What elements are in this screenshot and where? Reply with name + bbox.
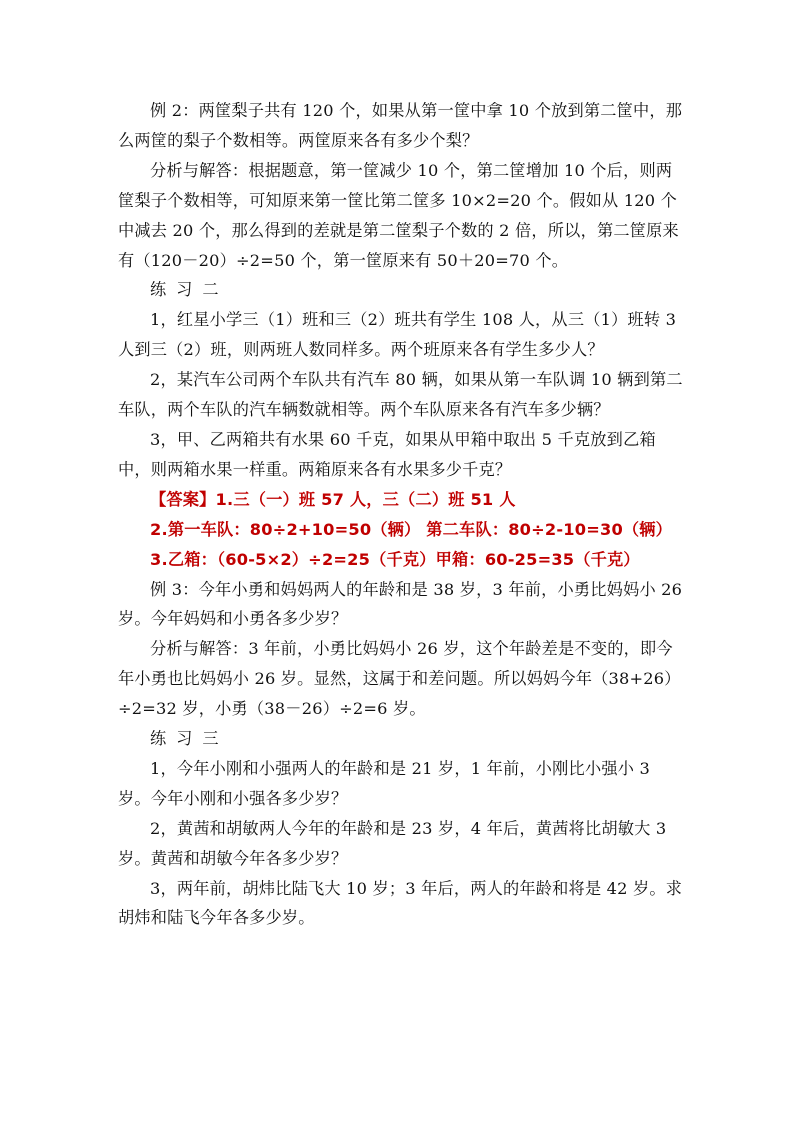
example-2-analysis: 分析与解答：根据题意，第一筐减少 10 个，第二筐增加 10 个后，则两筐梨子个数相等，可知原来第一筐比第二筐多 10×2=20 个。假如从 120 个中减去 20 个，那么得到的差就是第二筐梨子个数的 2 倍，所以，第二筐原来有（120－20）÷2=50 个，第一筐原来有 50＋20=70 个。 (118, 160, 679, 270)
practice-2-answer-3: 3.乙箱：（60-5×2）÷2=25（千克）甲箱：60-25=35（千克） (150, 549, 640, 569)
practice-3-item-2: 2，黄茜和胡敏两人今年的年龄和是 23 岁，4 年后，黄茜将比胡敏大 3 岁。黄茜和胡敏今年各多少岁？ (118, 818, 667, 868)
practice-2-answer-1: 【答案】1.三（一）班 57 人，三（二）班 51 人 (150, 489, 516, 509)
practice-3-item-3: 3，两年前，胡炜比陆飞大 10 岁；3 年后，两人的年龄和将是 42 岁。求胡炜和陆飞今年各多少岁。 (118, 878, 683, 928)
example-3-analysis: 分析与解答：3 年前，小勇比妈妈小 26 岁，这个年龄差是不变的，即今年小勇也比妈妈小 26 岁。显然，这属于和差问题。所以妈妈今年（38+26）÷2=32 岁，小勇（38－26）÷2=6 岁。 (118, 639, 681, 719)
practice-2-answer-2: 2.第一车队：80÷2+10=50（辆） 第二车队：80÷2-10=30（辆） (150, 519, 673, 539)
practice-2-item-1: 1，红星小学三（1）班和三（2）班共有学生 108 人，从三（1）班转 3 人到三（2）班，则两班人数同样多。两个班原来各有学生多少人？ (118, 310, 677, 360)
document-content (118, 96, 684, 933)
example-2-problem: 例 2：两筐梨子共有 120 个，如果从第一筐中拿 10 个放到第二筐中，那么两筐的梨子个数相等。两筐原来各有多少个梨？ (118, 101, 683, 150)
example-3-problem: 例 3：今年小勇和妈妈两人的年龄和是 38 岁，3 年前，小勇比妈妈小 26 岁。今年妈妈和小勇各多少岁？ (118, 579, 683, 629)
practice-2-item-2: 2，某汽车公司两个车队共有汽车 80 辆，如果从第一车队调 10 辆到第二车队，两个车队的汽车辆数就相等。两个车队原来各有汽车多少辆？ (118, 370, 683, 420)
practice-3-item-1: 1，今年小刚和小强两人的年龄和是 21 岁，1 年前，小刚比小强小 3 岁。今年小刚和小强各多少岁？ (118, 758, 650, 808)
practice-2-item-3: 3，甲、乙两箱共有水果 60 千克，如果从甲箱中取出 5 千克放到乙箱中，则两箱水果一样重。两箱原来各有水果多少千克？ (118, 429, 656, 479)
practice-3-heading: 练习三 (150, 729, 229, 749)
practice-2-heading: 练习二 (150, 280, 229, 300)
